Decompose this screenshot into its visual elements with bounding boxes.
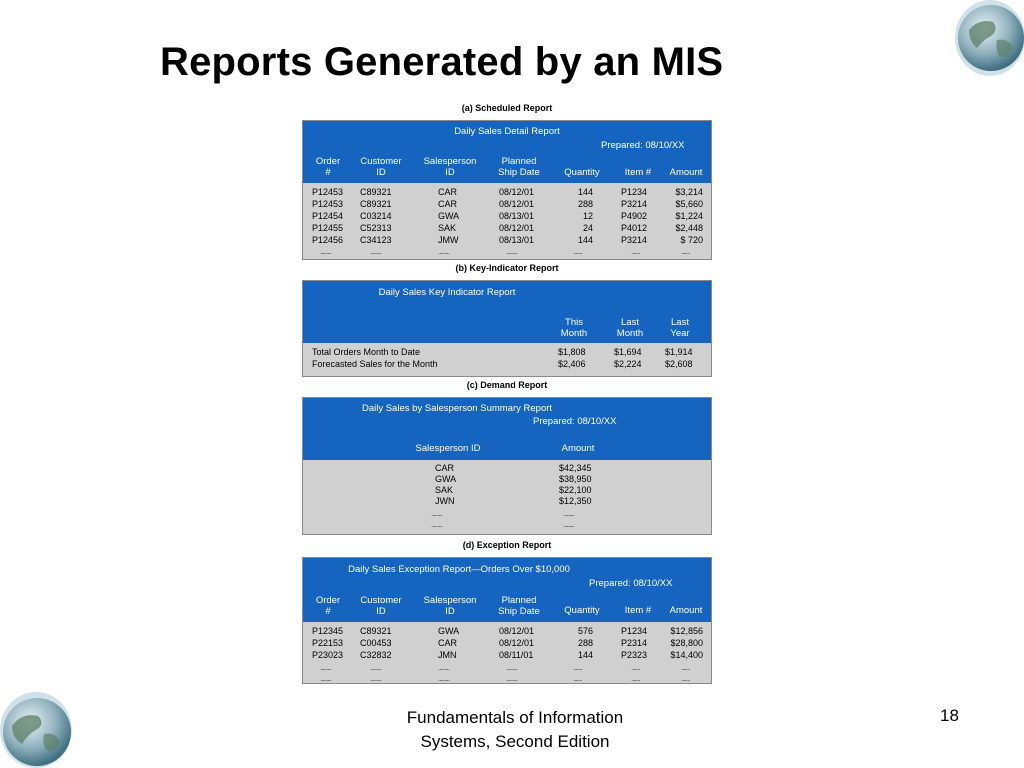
- caption-scheduled-report: (a) Scheduled Report: [461, 103, 553, 113]
- table-cell: C00453: [360, 638, 392, 648]
- key-indicator-report-header: [303, 281, 711, 343]
- slide-title: Reports Generated by an MIS: [160, 40, 724, 84]
- table-cell: P12454: [312, 211, 344, 221]
- table-cell: .........: [431, 509, 443, 518]
- page-number: 18: [940, 706, 959, 725]
- column-header: Quantity: [564, 167, 600, 178]
- table-cell: GWA: [435, 474, 457, 484]
- column-header: Item #: [624, 605, 652, 616]
- column-header: Customer ID: [360, 156, 402, 178]
- exception-report-header: [303, 558, 711, 622]
- table-cell: .........: [506, 247, 518, 256]
- table-cell: P12453: [312, 187, 344, 197]
- table-cell: C89321: [360, 199, 392, 209]
- table-cell: 08/13/01: [499, 235, 535, 245]
- ellipsis-row: [303, 520, 711, 530]
- table-cell: C34123: [360, 235, 392, 245]
- column-header: Amount: [669, 167, 703, 178]
- table-cell: P1234: [621, 187, 648, 197]
- table-cell: JMN: [438, 650, 457, 660]
- table-cell: .......: [631, 674, 640, 683]
- ellipsis-row: [303, 674, 711, 684]
- table-cell: 288: [577, 199, 593, 209]
- table-cell: .......: [681, 674, 690, 683]
- table-cell: .......: [681, 663, 690, 672]
- table-cell: P3214: [621, 199, 648, 209]
- report-title: Daily Sales by Salesperson Summary Report: [361, 403, 553, 414]
- table-cell: $2,448: [675, 223, 703, 233]
- caption-demand-report: (c) Demand Report: [466, 380, 548, 390]
- table-cell: .......: [681, 247, 690, 256]
- table-cell: .........: [320, 663, 332, 672]
- table-cell: P12345: [312, 626, 344, 636]
- table-cell: GWA: [438, 626, 460, 636]
- table-cell: $42,345: [559, 463, 592, 473]
- table-row: [303, 187, 711, 199]
- table-cell: 08/12/01: [499, 638, 535, 648]
- table-cell: SAK: [435, 485, 454, 495]
- slide-footer: [360, 706, 670, 754]
- table-cell: .......: [573, 663, 582, 672]
- table-cell: 144: [577, 187, 593, 197]
- demand-report-header: [303, 398, 711, 460]
- column-header: This Month: [560, 317, 588, 339]
- report-title: Daily Sales Exception Report—Orders Over $10,000: [348, 564, 570, 575]
- table-cell: .........: [370, 247, 382, 256]
- table-cell: $38,950: [559, 474, 592, 484]
- table-cell: .......: [631, 663, 640, 672]
- table-cell: C52313: [360, 223, 392, 233]
- table-cell: $2,224: [614, 359, 642, 369]
- table-row: [303, 638, 711, 650]
- table-cell: CAR: [438, 199, 458, 209]
- table-cell: 08/12/01: [499, 223, 535, 233]
- table-cell: .........: [506, 674, 518, 683]
- scheduled-report-header: [303, 121, 711, 183]
- table-cell: .........: [370, 674, 382, 683]
- table-cell: P3214: [621, 235, 648, 245]
- table-cell: Total Orders Month to Date: [312, 347, 421, 357]
- table-cell: P4902: [621, 211, 648, 221]
- column-header: Item #: [624, 167, 652, 178]
- table-cell: CAR: [438, 638, 458, 648]
- table-cell: CAR: [438, 187, 458, 197]
- table-cell: C89321: [360, 187, 392, 197]
- table-row: [303, 223, 711, 235]
- column-header: Quantity: [564, 605, 600, 616]
- key-indicator-report: [302, 280, 712, 377]
- table-cell: 08/12/01: [499, 199, 535, 209]
- table-cell: $14,400: [670, 650, 703, 660]
- table-cell: P1234: [621, 626, 648, 636]
- table-cell: .........: [563, 520, 575, 529]
- table-cell: .........: [431, 520, 443, 529]
- table-cell: $2,406: [558, 359, 586, 369]
- table-cell: C03214: [360, 211, 392, 221]
- ellipsis-row: [303, 247, 711, 257]
- table-cell: CAR: [435, 463, 455, 473]
- scheduled-report: [302, 120, 712, 260]
- table-cell: $ 720: [680, 235, 703, 245]
- column-header: Planned Ship Date: [498, 595, 540, 617]
- table-cell: C89321: [360, 626, 392, 636]
- table-cell: Forecasted Sales for the Month: [312, 359, 438, 369]
- table-cell: .........: [370, 663, 382, 672]
- table-cell: .......: [631, 247, 640, 256]
- table-cell: P2323: [621, 650, 648, 660]
- column-header: Order #: [315, 156, 341, 178]
- table-cell: JMW: [438, 235, 459, 245]
- column-header: Salesperson ID: [423, 595, 477, 617]
- table-cell: $28,800: [670, 638, 703, 648]
- table-cell: 12: [582, 211, 593, 221]
- table-cell: .......: [573, 674, 582, 683]
- table-cell: .........: [506, 663, 518, 672]
- table-cell: C32832: [360, 650, 392, 660]
- column-header: Last Month: [616, 317, 644, 339]
- table-cell: P12455: [312, 223, 344, 233]
- table-row: [303, 211, 711, 223]
- table-cell: $22,100: [559, 485, 592, 495]
- footer-line-2: Systems, Second Edition: [420, 732, 610, 751]
- table-cell: $12,350: [559, 496, 592, 506]
- report-title: Daily Sales Key Indicator Report: [378, 287, 516, 298]
- table-cell: P4012: [621, 223, 648, 233]
- table-cell: 08/12/01: [499, 187, 535, 197]
- exception-report: [302, 557, 712, 684]
- footer-line-1: Fundamentals of Information: [406, 708, 624, 727]
- table-cell: .........: [438, 663, 450, 672]
- globe-icon: [955, 0, 1024, 76]
- ellipsis-row: [303, 663, 711, 673]
- caption-key-indicator-report: (b) Key-Indicator Report: [455, 263, 559, 273]
- prepared-date: Prepared: 08/10/XX: [601, 140, 685, 151]
- column-header: Salesperson ID: [415, 443, 481, 454]
- table-cell: .......: [573, 247, 582, 256]
- table-cell: .........: [320, 674, 332, 683]
- table-cell: $1,694: [614, 347, 642, 357]
- table-cell: P12456: [312, 235, 344, 245]
- table-cell: $12,856: [670, 626, 703, 636]
- table-cell: 288: [577, 638, 593, 648]
- globe-icon: [0, 692, 72, 768]
- caption-exception-report: (d) Exception Report: [462, 540, 552, 550]
- report-title: Daily Sales Detail Report: [454, 126, 560, 137]
- table-cell: 24: [582, 223, 593, 233]
- table-cell: P23023: [312, 650, 344, 660]
- prepared-date: Prepared: 08/10/XX: [533, 416, 617, 427]
- table-cell: SAK: [438, 223, 457, 233]
- table-cell: 144: [577, 650, 593, 660]
- table-cell: $3,214: [675, 187, 703, 197]
- table-cell: $1,808: [558, 347, 586, 357]
- table-cell: 08/13/01: [499, 211, 535, 221]
- table-row: [303, 359, 711, 371]
- table-cell: .........: [438, 247, 450, 256]
- table-cell: $5,660: [675, 199, 703, 209]
- table-row: [303, 626, 711, 638]
- table-cell: $2,608: [665, 359, 693, 369]
- table-cell: P12453: [312, 199, 344, 209]
- table-row: [303, 199, 711, 211]
- ellipsis-row: [303, 509, 711, 519]
- table-row: [303, 347, 711, 359]
- table-row: [303, 650, 711, 662]
- column-header: Amount: [561, 443, 595, 454]
- table-cell: $1,914: [665, 347, 693, 357]
- column-header: Planned Ship Date: [498, 156, 540, 178]
- prepared-date: Prepared: 08/10/XX: [589, 578, 673, 589]
- table-cell: 08/12/01: [499, 626, 535, 636]
- table-row: [303, 235, 711, 247]
- table-cell: .........: [438, 674, 450, 683]
- table-cell: .........: [563, 509, 575, 518]
- demand-report: [302, 397, 712, 535]
- column-header: Last Year: [670, 317, 690, 339]
- table-cell: GWA: [438, 211, 460, 221]
- table-cell: P2314: [621, 638, 648, 648]
- column-header: Salesperson ID: [423, 156, 477, 178]
- table-cell: .........: [320, 247, 332, 256]
- table-cell: 576: [577, 626, 593, 636]
- column-header: Amount: [669, 605, 703, 616]
- table-row: [303, 496, 711, 508]
- column-header: Order #: [315, 595, 341, 617]
- table-cell: 08/11/01: [499, 650, 534, 660]
- table-cell: 144: [577, 235, 593, 245]
- table-cell: $1,224: [675, 211, 703, 221]
- column-header: Customer ID: [360, 595, 402, 617]
- table-cell: P22153: [312, 638, 344, 648]
- table-cell: JWN: [435, 496, 455, 506]
